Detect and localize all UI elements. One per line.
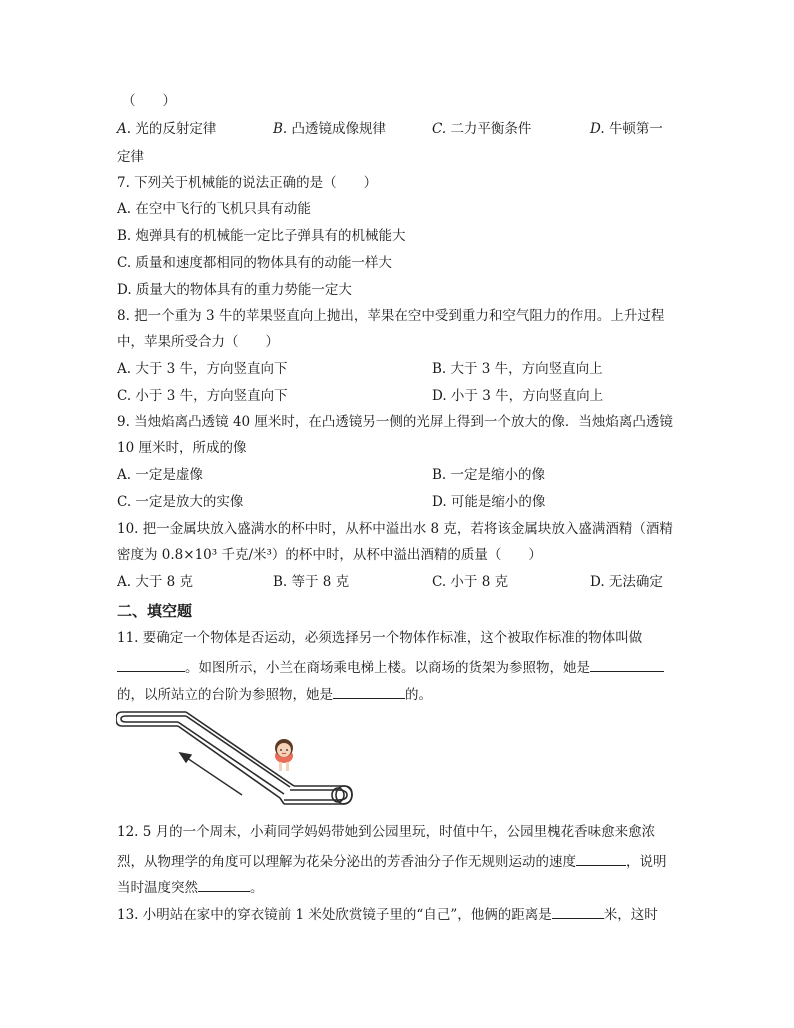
q10-option-a: A. 大于 8 克 bbox=[117, 574, 194, 590]
q6-option-d-wrap: 定律 bbox=[117, 149, 144, 165]
q7-option-d: D. 质量大的物体具有的重力势能一定大 bbox=[117, 282, 352, 298]
q11-blank-1[interactable] bbox=[117, 657, 185, 672]
q9-stem-line1: 9. 当烛焰离凸透镜 40 厘米时，在凸透镜另一侧的光屏上得到一个放大的像．当烛焰离凸透镜 bbox=[117, 414, 673, 430]
q8-stem-line1: 8. 把一个重为 3 牛的苹果竖直向上抛出，苹果在空中受到重力和空气阻力的作用。上升过程 bbox=[117, 308, 665, 324]
q10-option-b: B. 等于 8 克 bbox=[273, 574, 350, 590]
q9-option-b: B. 一定是缩小的像 bbox=[432, 467, 546, 483]
q12-line1: 12. 5 月的一个周末，小莉同学妈妈带她到公园里玩，时值中午，公园里槐花香味愈来愈浓 bbox=[117, 824, 656, 840]
q12-blank-1[interactable] bbox=[576, 851, 626, 866]
q8-option-b: B. 大于 3 牛，方向竖直向上 bbox=[432, 361, 603, 377]
q9-option-d: D. 可能是缩小的像 bbox=[432, 494, 546, 510]
q13-blank-1[interactable] bbox=[552, 904, 604, 919]
q6-paren: （ ） bbox=[122, 93, 176, 109]
q13-line1: 13. 小明站在家中的穿衣镜前 1 米处欣赏镜子里的“自己”，他俩的距离是 米，这时 bbox=[117, 904, 658, 924]
q8-stem-line2: 中，苹果所受合力（ ） bbox=[117, 334, 279, 350]
q6-option-d: D. 牛顿第一 bbox=[590, 121, 663, 137]
escalator-figure bbox=[116, 706, 356, 808]
q12-line3: 当时温度突然 。 bbox=[117, 877, 264, 897]
q8-option-c: C. 小于 3 牛，方向竖直向下 bbox=[117, 388, 288, 404]
q8-option-d: D. 小于 3 牛，方向竖直向上 bbox=[432, 388, 604, 404]
q11-line3: 的，以所站立的台阶为参照物，她是 的。 bbox=[117, 684, 432, 704]
q7-option-c: C. 质量和速度都相同的物体具有的动能一样大 bbox=[117, 255, 392, 271]
section-heading-fill-in: 二、填空题 bbox=[117, 602, 193, 620]
q10-stem-line1: 10. 把一金属块放入盛满水的杯中时，从杯中溢出水 8 克，若将该金属块放入盛满酒精（酒精 bbox=[117, 521, 673, 537]
q10-option-d: D. 无法确定 bbox=[590, 574, 663, 590]
escalator-upper-rail bbox=[116, 712, 186, 726]
q11-line2: 。如图所示，小兰在商场乘电梯上楼。以商场的货架为参照物，她是 bbox=[117, 657, 664, 677]
q6-option-b: B. 凸透镜成像规律 bbox=[273, 121, 387, 137]
girl-figure bbox=[275, 739, 293, 771]
q11-blank-2[interactable] bbox=[590, 657, 664, 672]
q10-stem-line2: 密度为 0.8×10³ 千克/米³）的杯中时，从杯中溢出酒精的质量（ ） bbox=[117, 547, 542, 563]
q10-option-c: C. 小于 8 克 bbox=[432, 574, 509, 590]
q8-option-a: A. 大于 3 牛，方向竖直向下 bbox=[117, 361, 288, 377]
q12-line2: 烈，从物理学的角度可以理解为花朵分泌出的芳香油分子作无规则运动的速度 ，说明 bbox=[117, 851, 667, 871]
q7-stem: 7. 下列关于机械能的说法正确的是（ ） bbox=[117, 175, 378, 191]
q7-option-a: A. 在空中飞行的飞机只具有动能 bbox=[117, 201, 311, 217]
q9-option-a: A. 一定是虚像 bbox=[117, 467, 203, 483]
q12-blank-2[interactable] bbox=[198, 877, 250, 892]
q9-stem-line2: 10 厘米时，所成的像 bbox=[117, 440, 247, 456]
q7-option-b: B. 炮弹具有的机械能一定比子弹具有的机械能大 bbox=[117, 228, 406, 244]
q9-option-c: C. 一定是放大的实像 bbox=[117, 494, 244, 510]
q6-option-a: A. 光的反射定律 bbox=[117, 121, 217, 137]
q11-line1: 11. 要确定一个物体是否运动，必须选择另一个物体作标准，这个被取作标准的物体叫做 bbox=[117, 630, 643, 646]
q11-blank-3[interactable] bbox=[333, 684, 405, 699]
q6-option-c: C. 二力平衡条件 bbox=[432, 121, 532, 137]
